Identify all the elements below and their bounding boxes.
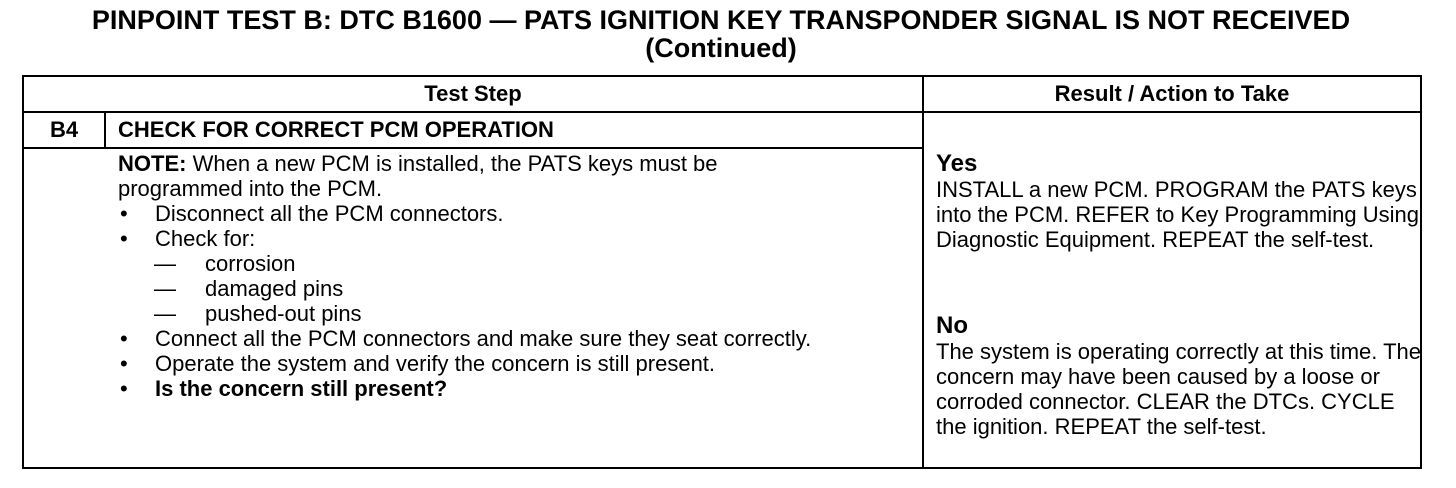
check-item: [118, 301, 818, 326]
bullet-item: [118, 201, 818, 226]
bullet-item-question: [118, 376, 818, 401]
bullet-text: Operate the system and verify the concern is still present.: [155, 351, 716, 376]
column-divider-step-id: [104, 111, 106, 149]
step-instructions: [118, 151, 818, 401]
bullet-text: Disconnect all the PCM connectors.: [155, 201, 504, 226]
bullet-mark: •: [120, 201, 128, 226]
check-item: [118, 276, 818, 301]
header-result-action: Result / Action to Take: [1054, 81, 1290, 106]
result-yes: [936, 151, 1422, 252]
result-no-text: The system is operating correctly at this time. The concern may have been caused by a loose or corroded connector. CLEAR the DTCs. CYCLE the ignition. REPEAT the self-test.: [936, 339, 1421, 439]
question-text: Is the concern still present?: [155, 376, 448, 401]
bullet-mark: •: [120, 351, 128, 376]
title-line-2: (Continued): [645, 33, 797, 63]
step-title-divider: [24, 147, 922, 149]
bullet-text: Check for:: [155, 226, 256, 251]
note-text: When a new PCM is installed, the PATS keys must be programmed into the PCM.: [118, 151, 718, 201]
check-item-text: damaged pins: [205, 276, 344, 301]
page-title: [0, 6, 1442, 62]
header-test-step: Test Step: [424, 81, 522, 106]
check-item-text: pushed-out pins: [205, 301, 362, 326]
title-line-1: PINPOINT TEST B: DTC B1600 — PATS IGNITION KEY TRANSPONDER SIGNAL IS NOT RECEIVED: [91, 5, 1351, 35]
result-yes-text: INSTALL a new PCM. PROGRAM the PATS keys into the PCM. REFER to Key Programming Using Diagnostic Equipment. REPEAT the self-test.: [936, 177, 1419, 252]
bullet-text: Connect all the PCM connectors and make sure they seat correctly.: [155, 326, 812, 351]
result-yes-label: Yes: [936, 150, 978, 177]
step-title: CHECK FOR CORRECT PCM OPERATION: [118, 117, 554, 142]
note: [118, 151, 818, 201]
result-no: [936, 313, 1422, 439]
note-label: NOTE:: [118, 151, 187, 176]
step-id: B4: [49, 117, 79, 142]
bullet-item: [118, 326, 818, 351]
bullet-item: [118, 351, 818, 376]
dash-mark: —: [154, 301, 176, 326]
bullet-mark: •: [120, 376, 128, 401]
bullet-mark: •: [120, 326, 128, 351]
column-divider-result: [922, 77, 924, 467]
bullet-mark: •: [120, 226, 128, 251]
check-item-text: corrosion: [205, 251, 296, 276]
check-item: [118, 251, 818, 276]
result-no-label: No: [936, 312, 968, 339]
dash-mark: —: [154, 251, 176, 276]
pinpoint-test-table: [22, 75, 1422, 469]
dash-mark: —: [154, 276, 176, 301]
bullet-item: [118, 226, 818, 251]
